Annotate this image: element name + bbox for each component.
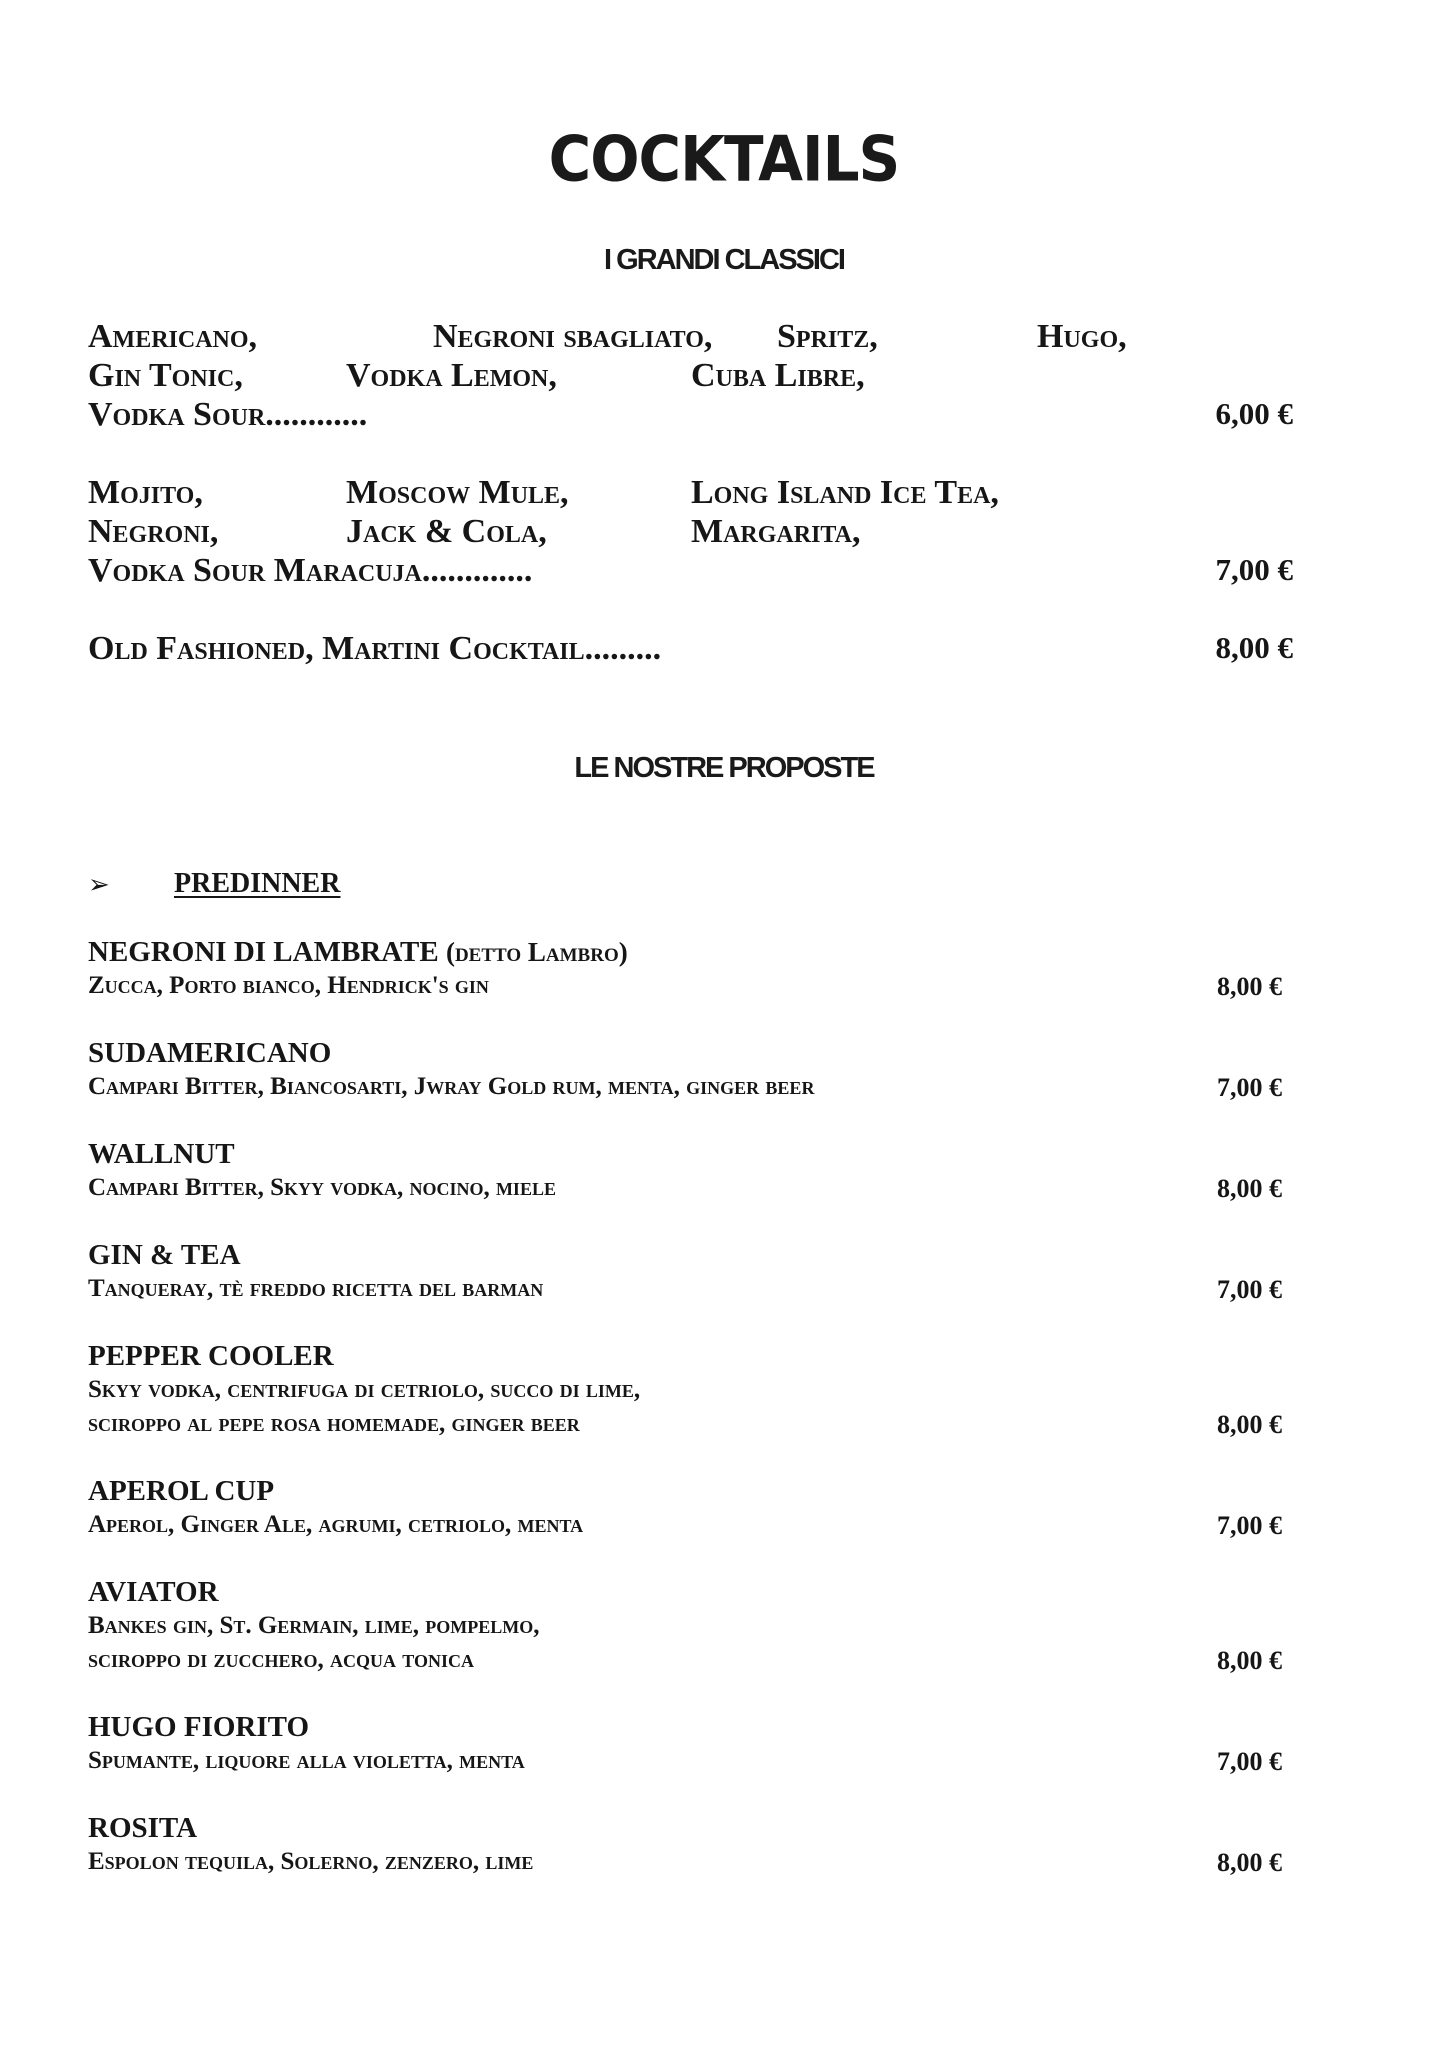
cocktail-name: AVIATOR xyxy=(88,1576,219,1608)
classic-item: Hugo, xyxy=(1037,318,1127,355)
classic-item: Vodka Sour............ xyxy=(88,396,368,433)
price: 8,00 € xyxy=(1215,630,1293,665)
price: 8,00 € xyxy=(1217,1410,1282,1439)
page-title: COCKTAILS xyxy=(548,122,900,196)
classic-item: Vodka Lemon, xyxy=(346,357,557,394)
classic-item: Vodka Sour Maracuja............. xyxy=(88,552,533,589)
classic-item: Mojito, xyxy=(88,474,203,511)
classic-item: Long Island Ice Tea, xyxy=(691,474,999,511)
section-heading-proposals: LE NOSTRE PROPOSTE xyxy=(574,752,874,784)
classic-item: Margarita, xyxy=(691,513,861,550)
subsection-heading: PREDINNER xyxy=(174,868,341,899)
classic-item: Old Fashioned, Martini Cocktail......... xyxy=(88,630,662,667)
price: 8,00 € xyxy=(1217,1174,1282,1203)
price: 7,00 € xyxy=(1217,1073,1282,1102)
classic-item: Jack & Cola, xyxy=(346,513,547,550)
classic-item: Negroni, xyxy=(88,513,219,550)
cocktail-name: WALLNUT xyxy=(88,1138,235,1170)
cocktail-name-text: NEGRONI DI LAMBRATE xyxy=(88,936,439,968)
classic-item: Gin Tonic, xyxy=(88,357,243,394)
price: 8,00 € xyxy=(1217,1646,1282,1675)
cocktail-ingredients: Campari Bitter, Skyy vodka, nocino, miele xyxy=(88,1174,556,1201)
cocktail-name: HUGO FIORITO xyxy=(88,1711,310,1743)
cocktail-ingredients: Espolon tequila, Solerno, zenzero, lime xyxy=(88,1848,534,1875)
arrow-bullet-icon: ➢ xyxy=(88,870,110,900)
price: 7,00 € xyxy=(1217,1747,1282,1776)
classic-item: Spritz, xyxy=(777,318,878,355)
cocktail-name: SUDAMERICANO xyxy=(88,1037,332,1069)
cocktail-ingredients: Tanqueray, tè freddo ricetta del barman xyxy=(88,1275,544,1302)
cocktail-ingredients: Aperol, Ginger Ale, agrumi, cetriolo, menta xyxy=(88,1511,584,1538)
price: 7,00 € xyxy=(1217,1511,1282,1540)
price: 7,00 € xyxy=(1215,552,1293,587)
price: 6,00 € xyxy=(1215,396,1293,431)
cocktail-ingredients: Campari Bitter, Biancosarti, Jwray Gold rum, menta, ginger beer xyxy=(88,1073,815,1100)
cocktail-ingredients: sciroppo al pepe rosa homemade, ginger beer xyxy=(88,1410,580,1437)
classic-item: Moscow Mule, xyxy=(346,474,569,511)
cocktail-ingredients: Skyy vodka, centrifuga di cetriolo, succo di lime, xyxy=(88,1376,641,1403)
classic-item: Cuba Libre, xyxy=(691,357,865,394)
cocktail-name: ROSITA xyxy=(88,1812,198,1844)
cocktail-ingredients: Spumante, liquore alla violetta, menta xyxy=(88,1747,525,1774)
cocktail-ingredients: Bankes gin, St. Germain, lime, pompelmo, xyxy=(88,1612,540,1639)
classic-item: Negroni sbagliato, xyxy=(433,318,713,355)
price: 7,00 € xyxy=(1217,1275,1282,1304)
price: 8,00 € xyxy=(1217,1848,1282,1877)
cocktail-name: PEPPER COOLER xyxy=(88,1340,334,1372)
cocktail-name-note: (detto Lambro) xyxy=(445,937,628,967)
cocktail-ingredients: sciroppo di zucchero, acqua tonica xyxy=(88,1646,474,1673)
cocktail-name: GIN & TEA xyxy=(88,1239,241,1271)
cocktail-ingredients: Zucca, Porto bianco, Hendrick's gin xyxy=(88,972,489,999)
section-heading-classics: I GRANDI CLASSICI xyxy=(604,244,844,276)
price: 8,00 € xyxy=(1217,972,1282,1001)
cocktail-name: APEROL CUP xyxy=(88,1475,275,1507)
cocktail-name xyxy=(88,936,628,969)
classic-item: Americano, xyxy=(88,318,258,355)
